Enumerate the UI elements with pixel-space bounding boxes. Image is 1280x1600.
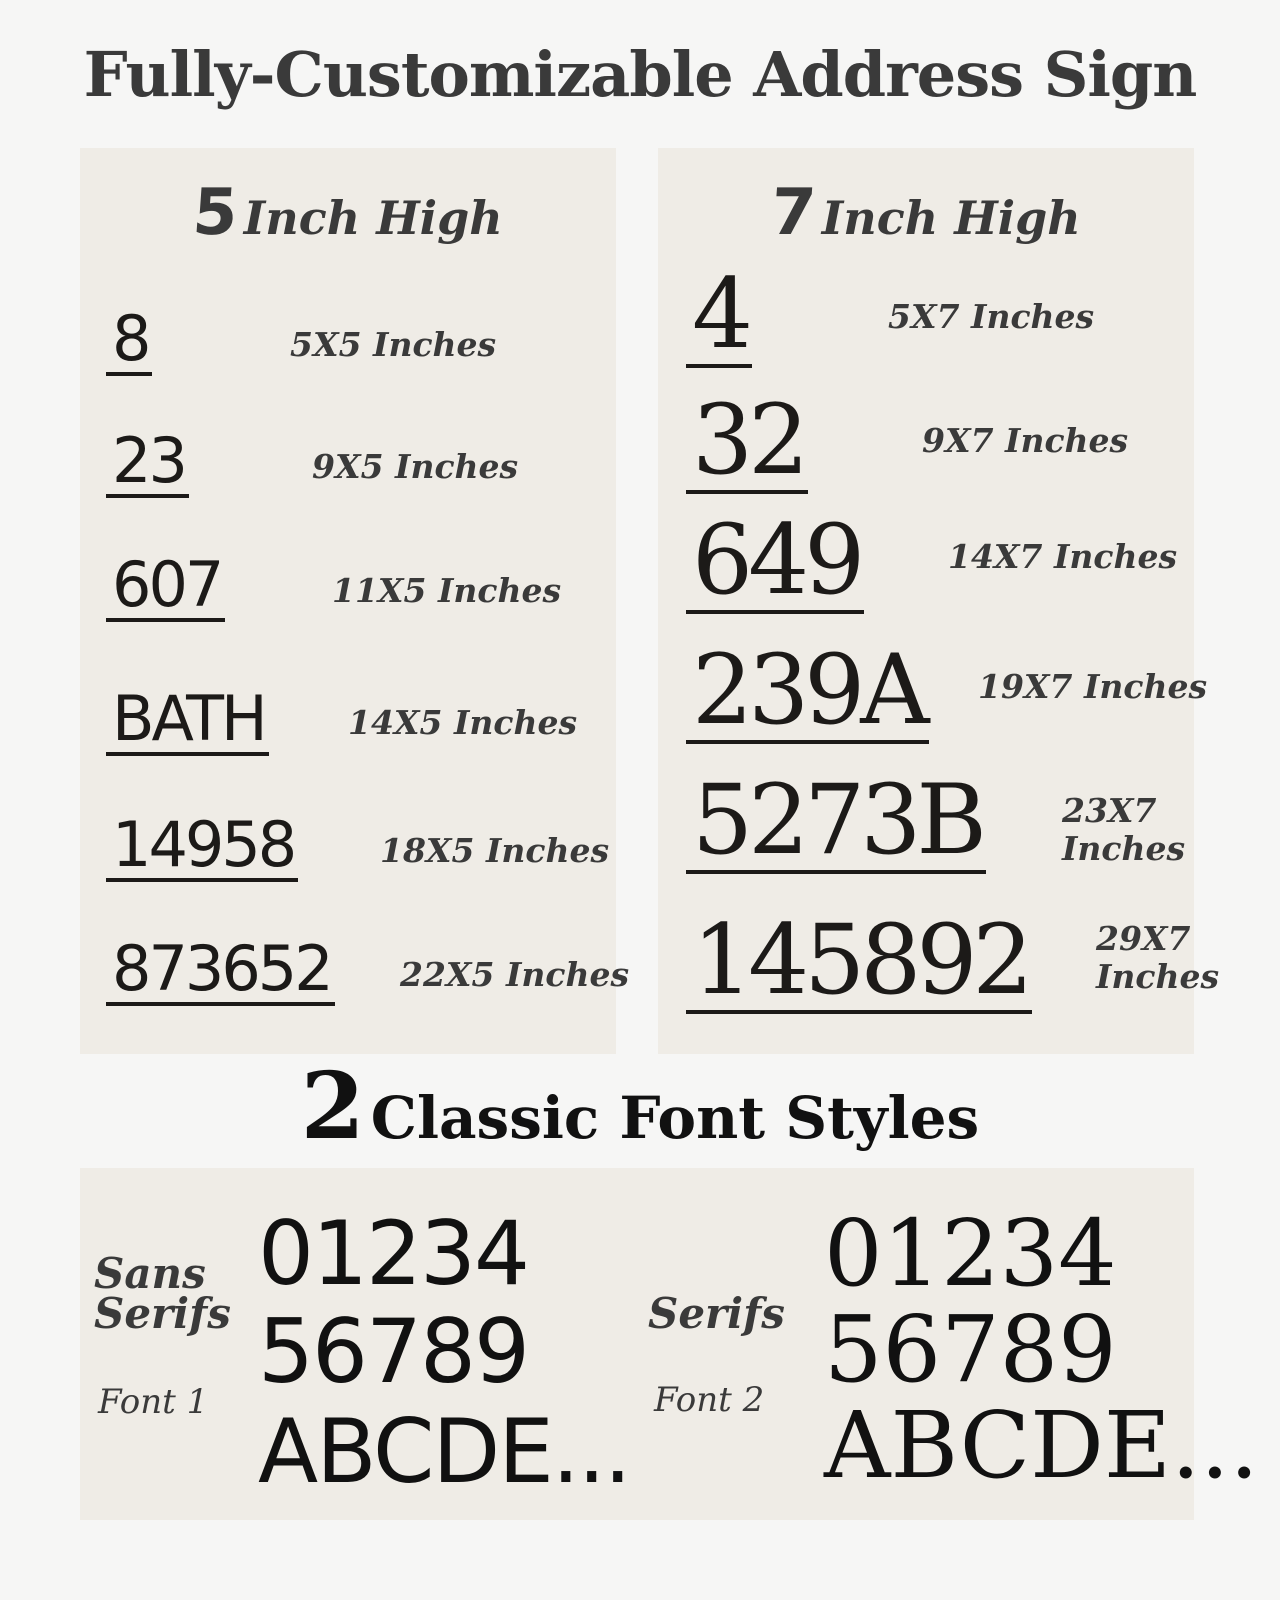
font2-label: Font 2 bbox=[654, 1380, 765, 1420]
sign-number-example: 649 bbox=[686, 512, 864, 614]
page-title: Fully-Customizable Address Sign bbox=[83, 38, 1197, 111]
sign-number-example: BATH bbox=[106, 688, 269, 756]
sign-size-label: 5X7 Inches bbox=[888, 297, 1095, 336]
sign-number-example: 607 bbox=[106, 554, 225, 622]
font1-digits-line-1: 01234 bbox=[258, 1202, 528, 1305]
sign-number-example: 4 bbox=[686, 266, 752, 368]
sign-size-label: 9X5 Inches bbox=[312, 447, 519, 486]
seven-inch-panel bbox=[658, 148, 1220, 1054]
sign-number-example: 145892 bbox=[686, 912, 1032, 1014]
sign-size-label: 14X7 Inches bbox=[948, 537, 1178, 576]
font2-digits-line-1: 01234 bbox=[824, 1200, 1117, 1307]
font1-digits-line-2: 56789 bbox=[258, 1300, 528, 1403]
seven-inch-heading-text: Inch High bbox=[821, 191, 1081, 245]
font1-letters-line: ABCDE... bbox=[258, 1400, 630, 1503]
sign-number-example: 32 bbox=[686, 392, 808, 494]
five-inch-heading-text: Inch High bbox=[243, 191, 503, 245]
sign-size-label: 14X5 Inches bbox=[348, 703, 578, 742]
font2-digits-line-2: 56789 bbox=[824, 1296, 1117, 1403]
sign-size-label: 5X5 Inches bbox=[290, 325, 497, 364]
font2-letters-line: ABCDE... bbox=[824, 1392, 1259, 1499]
seven-inch-heading-number: 7 bbox=[768, 176, 819, 250]
sign-size-label: 29X7 Inches bbox=[1096, 919, 1220, 996]
five-inch-heading-number: 5 bbox=[190, 176, 241, 250]
font2-style-name: Serifs bbox=[648, 1289, 785, 1338]
seven-inch-heading bbox=[658, 176, 1194, 250]
sign-number-example: 5273B bbox=[686, 772, 986, 874]
sign-size-label: 19X7 Inches bbox=[978, 667, 1208, 706]
font-styles-title: Classic Font Styles bbox=[370, 1084, 980, 1152]
sign-size-label: 22X5 Inches bbox=[400, 955, 630, 994]
sign-number-example: 23 bbox=[106, 430, 189, 498]
font1-style-name: Sans Serifs bbox=[94, 1249, 231, 1338]
five-inch-panel bbox=[80, 148, 630, 1054]
sign-size-label: 9X7 Inches bbox=[922, 421, 1129, 460]
sign-number-example: 14958 bbox=[106, 814, 298, 882]
font-styles-count: 2 bbox=[300, 1052, 365, 1160]
sign-size-label: 23X7 Inches bbox=[1062, 791, 1186, 868]
sign-number-example: 239A bbox=[686, 642, 929, 744]
five-inch-heading bbox=[80, 176, 616, 250]
sign-number-example: 8 bbox=[106, 308, 152, 376]
font-samples-panel bbox=[80, 1168, 1259, 1520]
sign-number-example: 873652 bbox=[106, 938, 335, 1006]
font-styles-heading bbox=[0, 1052, 1280, 1160]
sign-size-label: 11X5 Inches bbox=[332, 571, 562, 610]
font1-label: Font 1 bbox=[98, 1382, 209, 1422]
sign-size-label: 18X5 Inches bbox=[380, 831, 610, 870]
